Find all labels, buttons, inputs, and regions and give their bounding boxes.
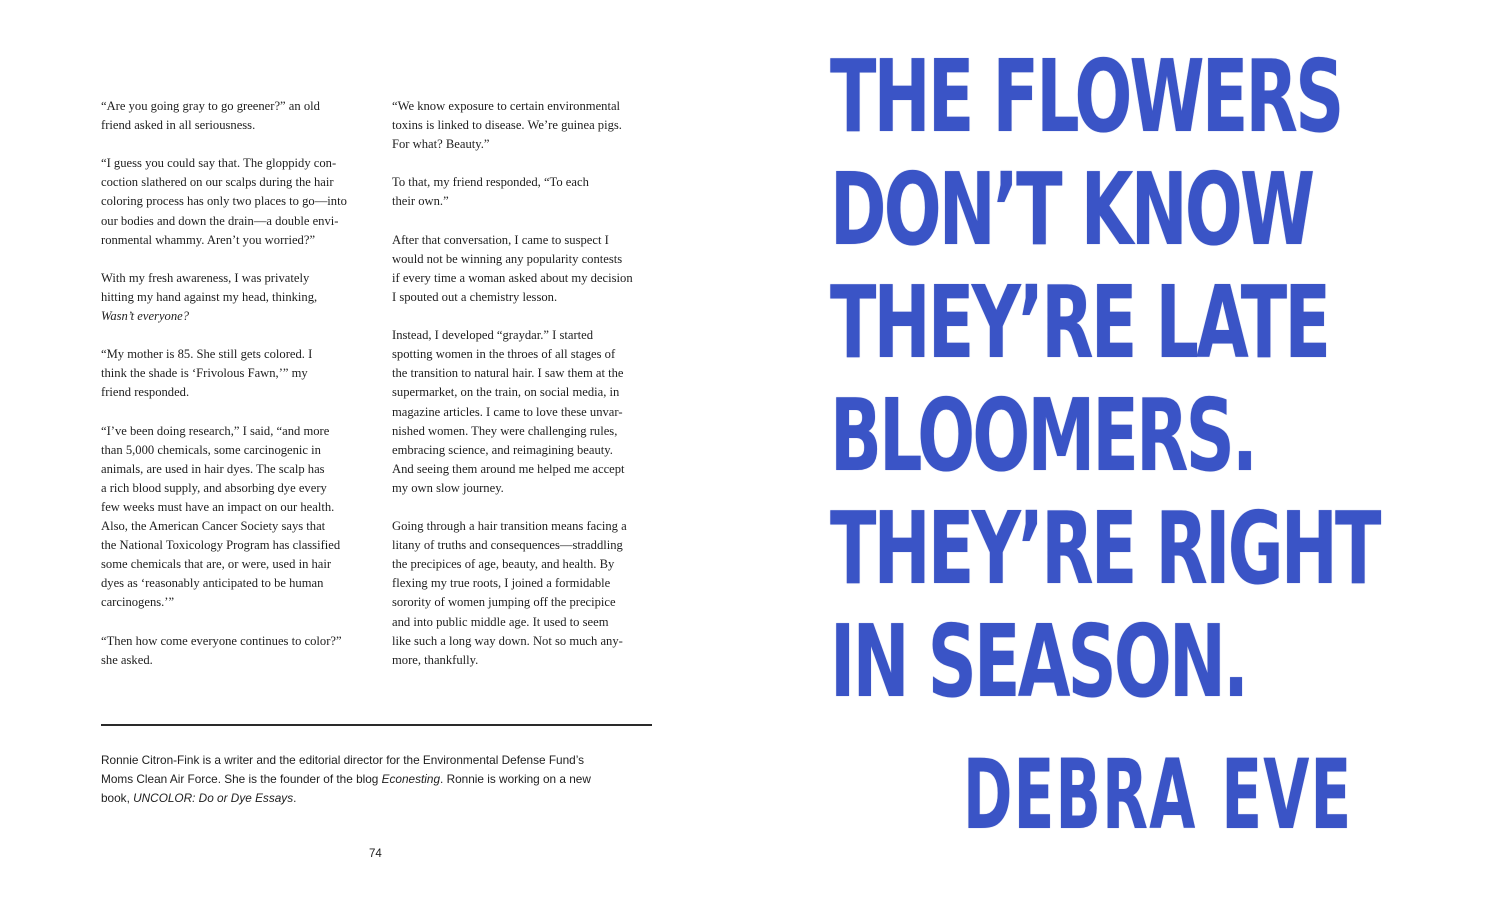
book-title: UNCOLOR: Do or Dye Essays: [133, 791, 294, 806]
quote-line: THEY’RE RIGHT: [830, 490, 1379, 607]
text-line: “Then how come everyone continues to color?”: [101, 633, 342, 648]
text-line: our bodies and down the drain—a double envi-: [101, 213, 339, 228]
text-line: some chemicals that are, or were, used in hair: [101, 557, 332, 572]
divider-rule: [101, 724, 652, 726]
text-line: flexing my true roots, I joined a formidable: [392, 576, 611, 591]
text-line: coction slathered on our scalps during the hair: [101, 175, 334, 190]
text-line: toxins is linked to disease. We’re guinea pigs.: [392, 118, 622, 133]
bio-text: Moms Clean Air Force. She is the founder of the blog: [101, 772, 382, 787]
text-line: friend asked in all seriousness.: [101, 118, 256, 133]
text-line: the precipices of age, beauty, and health. By: [392, 557, 615, 572]
bio-line: [101, 770, 661, 789]
text-line: their own.”: [392, 194, 449, 209]
text-line: a rich blood supply, and absorbing dye every: [101, 480, 327, 495]
quote-line: THE FLOWERS: [830, 38, 1342, 155]
text-line: she asked.: [101, 652, 153, 667]
paragraph: [392, 326, 658, 498]
text-line: carcinogens.’”: [101, 595, 175, 610]
text-line: supermarket, on the train, on social media, in: [392, 385, 620, 400]
text-line: “We know exposure to certain environmental: [392, 99, 621, 113]
quote-line: IN SEASON.: [830, 603, 1247, 720]
quote-line: BLOOMERS.: [830, 377, 1256, 494]
blog-title: Econesting: [381, 772, 441, 787]
paragraph: [101, 154, 369, 249]
right-text-column: [392, 97, 658, 689]
text-line: few weeks must have an impact on our health.: [101, 499, 335, 514]
quote-line: THEY’RE LATE: [830, 264, 1329, 381]
text-line: coloring process has only two places to go—into: [101, 194, 347, 209]
text-line: With my fresh awareness, I was privately: [101, 270, 310, 285]
text-line: “Are you going gray to go greener?” an old: [101, 99, 320, 113]
text-line: spotting women in the throes of all stages of: [392, 347, 616, 362]
text-line: dyes as ‘reasonably anticipated to be human: [101, 576, 324, 591]
text-line: if every time a woman asked about my decision: [392, 270, 633, 285]
author-bio: [101, 751, 661, 809]
bio-text: . Ronnie is working on a new: [440, 772, 591, 787]
text-line: would not be winning any popularity contests: [392, 251, 623, 266]
page-number: 74: [369, 848, 382, 860]
text-line: Going through a hair transition means facing a: [392, 519, 627, 534]
paragraph: [101, 345, 369, 402]
text-line: litany of truths and consequences—straddling: [392, 538, 623, 553]
text-line: the National Toxicology Program has classified: [101, 538, 341, 553]
text-line-italic: Wasn’t everyone?: [101, 309, 190, 324]
text-line: To that, my friend responded, “To each: [392, 175, 589, 190]
author-first-name: DEBRA: [963, 739, 1197, 851]
text-line: more, thankfully.: [392, 652, 479, 667]
text-line: animals, are used in hair dyes. The scalp has: [101, 461, 325, 476]
quote-line: DON’T KNOW: [830, 151, 1313, 268]
paragraph: [101, 97, 369, 135]
quote-attribution: [963, 739, 1353, 851]
bio-text: book,: [101, 791, 134, 806]
paragraph: [392, 173, 658, 211]
text-line: sorority of women jumping off the precipice: [392, 595, 616, 610]
text-line: Also, the American Cancer Society says that: [101, 519, 326, 534]
text-line: For what? Beauty.”: [392, 137, 490, 152]
paragraph: [101, 422, 369, 613]
text-line: ronmental whammy. Aren’t you worried?”: [101, 232, 316, 247]
text-line: magazine articles. I came to love these unvar-: [392, 404, 623, 419]
paragraph: [392, 231, 658, 307]
bio-line: [101, 751, 661, 770]
paragraph: [101, 269, 369, 326]
text-line: “I guess you could say that. The gloppidy con-: [101, 156, 337, 171]
paragraph: [392, 517, 658, 670]
text-line: “I’ve been doing research,” I said, “and more: [101, 423, 330, 438]
text-line: the transition to natural hair. I saw them at the: [392, 366, 624, 381]
text-line: Instead, I developed “graydar.” I started: [392, 328, 594, 343]
text-line: like such a long way down. Not so much any-: [392, 633, 623, 648]
paragraph: [392, 97, 658, 154]
text-line: “My mother is 85. She still gets colored. I: [101, 347, 313, 362]
text-line: hitting my hand against my head, thinking,: [101, 289, 318, 304]
text-line: friend responded.: [101, 385, 190, 400]
text-line: And seeing them around me helped me accept: [392, 461, 625, 476]
text-line: and into public middle age. It used to seem: [392, 614, 609, 629]
bio-line: [101, 789, 661, 808]
text-line: I spouted out a chemistry lesson.: [392, 289, 558, 304]
hand-lettered-quote: [830, 40, 1470, 718]
left-text-column: [101, 97, 369, 689]
paragraph: [101, 632, 369, 670]
text-line: than 5,000 chemicals, some carcinogenic in: [101, 442, 321, 457]
text-line: my own slow journey.: [392, 480, 504, 495]
author-last-name: EVE: [1221, 739, 1353, 851]
text-line: think the shade is ‘Frivolous Fawn,’” my: [101, 366, 308, 381]
text-line: nished women. They were challenging rules,: [392, 423, 618, 438]
bio-text: Ronnie Citron-Fink is a writer and the editorial director for the Environmental Defense Fund’s: [101, 753, 585, 767]
text-line: After that conversation, I came to suspect I: [392, 232, 609, 247]
bio-text: .: [293, 791, 297, 806]
text-line: embracing science, and reimagining beauty.: [392, 442, 613, 457]
